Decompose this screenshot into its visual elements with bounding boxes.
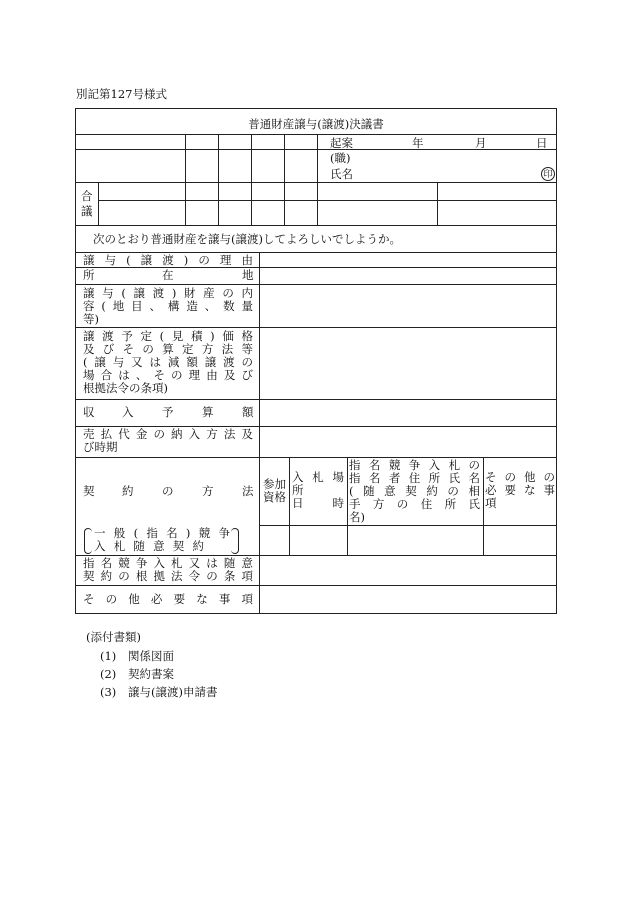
rule (75, 252, 557, 253)
rule (284, 134, 285, 225)
rule (75, 182, 557, 183)
kian-label: 起案 (330, 136, 353, 150)
nominated-label-5: 名) (349, 510, 365, 524)
price-label-2: 及びその算定方法等 (83, 343, 253, 356)
qualification-label-1: 参加 (263, 477, 286, 491)
nominated-label-2: 指名者住所氏名 (349, 472, 480, 485)
revenue-label-1: 収 (83, 405, 95, 419)
legal-basis-label-2: 契約の根拠法令の条項 (83, 570, 253, 583)
rule (75, 399, 557, 400)
rule (185, 134, 186, 225)
form-number: 別記第127号様式 (76, 87, 167, 101)
nominated-label-4: 手方の住所氏 (349, 498, 480, 511)
form-title: 普通財産譲与(譲渡)決議書 (248, 117, 384, 131)
attachment-label: 譲与(譲渡)申請書 (128, 685, 218, 699)
rule (483, 457, 484, 555)
price-label-5: 根拠法令の条項) (83, 381, 168, 395)
attachment-item (100, 684, 217, 700)
rule (437, 182, 438, 225)
shimei-label: 氏名 (330, 167, 353, 181)
shoku-label: (職) (330, 151, 351, 165)
contract-label-3: の (162, 484, 174, 498)
rule (75, 225, 557, 226)
day-label: 日 (536, 136, 548, 150)
attachment-number: (1) (100, 649, 117, 663)
payment-label-2: び時期 (83, 440, 118, 454)
general-bid-label-2: 入札随意契約 (94, 540, 204, 553)
bid-place-label-2: 所 (292, 483, 304, 497)
rule (259, 525, 557, 526)
payment-label-1: 売払代金の納入方法及 (83, 428, 253, 441)
attachment-label: 関係図面 (128, 649, 174, 663)
nominated-label-1: 指名競争入札の (349, 459, 480, 472)
rule (347, 457, 348, 555)
property-label-1: 譲与(譲渡)財産の内 (83, 287, 253, 300)
attachment-number: (2) (100, 667, 117, 681)
revenue-label-5: 額 (242, 405, 254, 419)
price-label-3: (譲与又は減額譲渡の (83, 356, 253, 369)
rule (98, 200, 557, 201)
other-needed-label-2: 必要な事 (485, 484, 555, 497)
attachment-label: 契約書案 (128, 667, 174, 681)
month-label: 月 (475, 136, 487, 150)
attachment-number: (3) (100, 685, 117, 699)
contract-label-1: 契 (83, 484, 95, 498)
attachment-item (100, 666, 174, 682)
property-label-3: 等) (83, 312, 99, 326)
intro-text: 次のとおり普通財産を譲与(譲渡)してよろしいでしようか。 (93, 232, 401, 246)
seal-mark: 印 (541, 167, 555, 181)
contract-label-4: 方 (202, 484, 214, 498)
reason-label: 譲与(譲渡)の理由 (83, 254, 253, 267)
rule (75, 426, 557, 427)
rule (259, 252, 260, 614)
rule (98, 182, 99, 225)
rule (75, 327, 557, 328)
qualification-label-2: 資格 (263, 490, 286, 504)
revenue-label-3: 予 (162, 405, 174, 419)
aigi-label-2: 議 (81, 204, 93, 218)
revenue-label-2: 入 (122, 405, 134, 419)
general-bid-label-1: 一般(指名)競争 (94, 527, 230, 540)
attachments-heading: (添付書類) (86, 630, 141, 644)
nominated-label-3: (随意契約の相 (349, 485, 480, 498)
rule (218, 134, 219, 225)
rule (75, 284, 557, 285)
left-brace (84, 528, 92, 554)
rule (75, 585, 557, 586)
price-label-1: 譲渡予定(見積)価格 (83, 330, 253, 343)
right-brace (231, 528, 239, 554)
attachment-item (100, 648, 174, 664)
location-label-1: 所 (83, 268, 95, 282)
contract-label-5: 法 (242, 484, 254, 498)
revenue-label-4: 算 (202, 405, 214, 419)
aigi-label-1: 合 (81, 189, 93, 203)
rule (75, 457, 557, 458)
location-label-3: 地 (242, 268, 254, 282)
rule (75, 267, 557, 268)
contract-label-2: 約 (122, 484, 134, 498)
other-needed-label-1: その他の (485, 471, 555, 484)
other-needed-label-3: 項 (485, 496, 497, 510)
bid-place-label-3: 日時 (292, 497, 344, 510)
rule (75, 134, 557, 135)
bid-place-label-1: 入札場 (292, 471, 344, 484)
year-label: 年 (412, 136, 424, 150)
location-label-2: 在 (162, 268, 174, 282)
property-label-2: 容(地目、構造、数量 (83, 300, 253, 313)
rule (251, 134, 252, 225)
price-label-4: 場合は、その理由及び (83, 369, 253, 382)
rule (75, 555, 557, 556)
rule (317, 134, 318, 225)
other-label: その他必要な事項 (83, 593, 253, 606)
rule (289, 457, 290, 555)
legal-basis-label-1: 指名競争入札又は随意 (83, 557, 253, 570)
